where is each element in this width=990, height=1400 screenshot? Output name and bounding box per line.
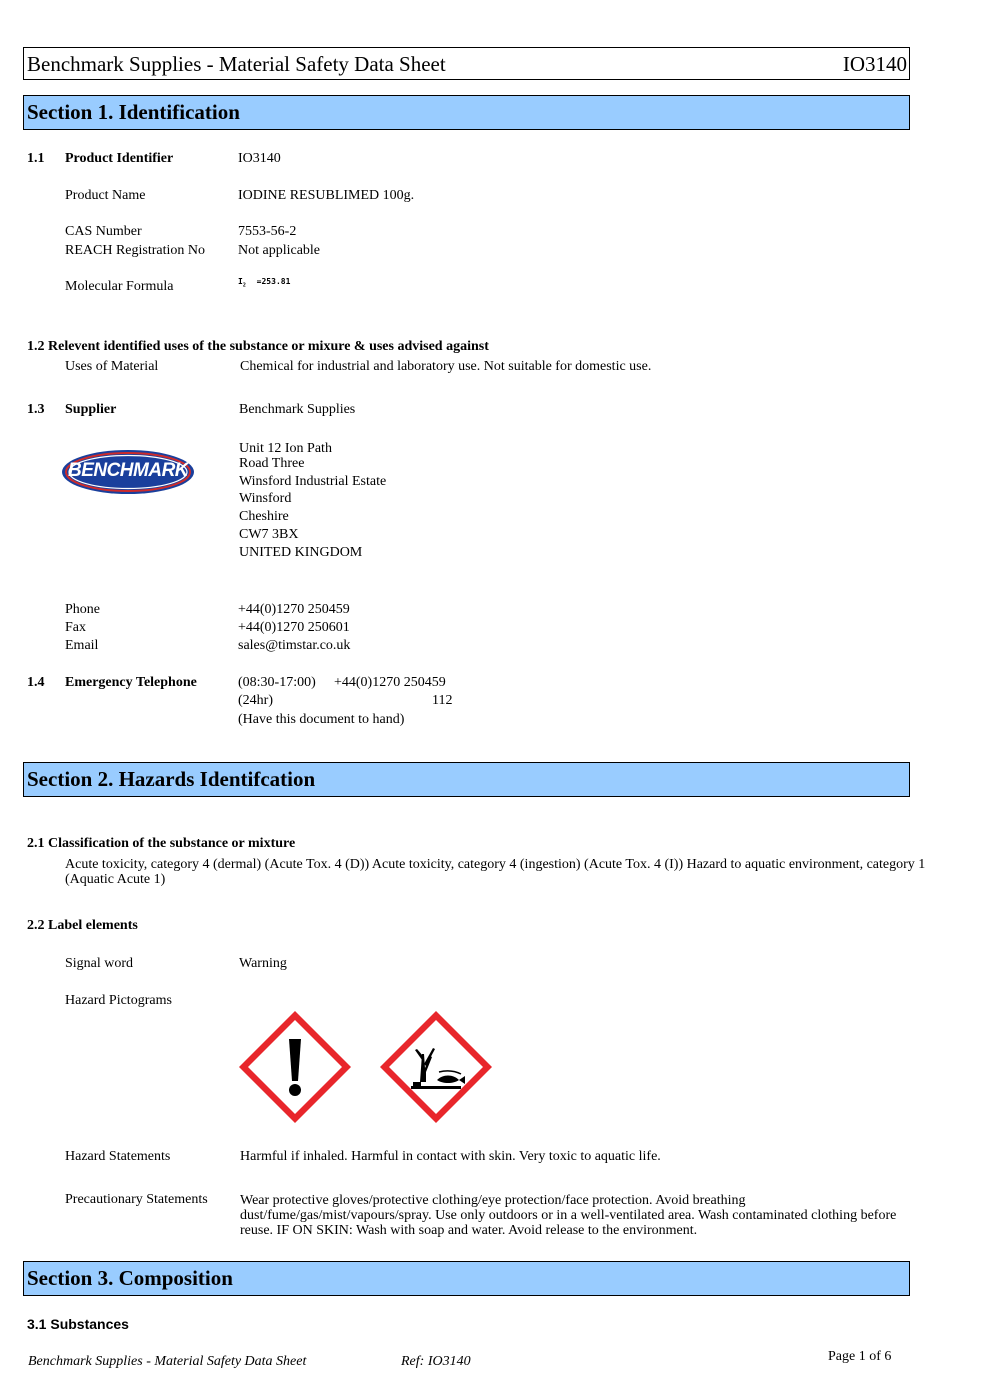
signal-word-label: Signal word — [65, 956, 134, 971]
fax-label: Fax — [65, 620, 86, 635]
precautionary-statements-label: Precautionary Statements — [65, 1192, 208, 1207]
section-2-header — [23, 762, 910, 797]
molecular-formula-label: Molecular Formula — [65, 279, 174, 294]
formula-weight: =253.81 — [256, 277, 291, 286]
address-line: CW7 3BX — [239, 526, 299, 542]
email-value[interactable]: sales@timstar.co.uk — [238, 638, 351, 653]
emergency-telephone-label: Emergency Telephone — [65, 675, 197, 690]
product-name-value: IODINE RESUBLIMED 100g. — [238, 188, 415, 203]
emergency-number: +44(0)1270 250459 — [334, 675, 446, 690]
emergency-number-112: 112 — [432, 693, 453, 708]
address-line: UNITED KINGDOM — [239, 544, 363, 560]
formula-symbol: I — [238, 277, 243, 286]
s31-heading: 3.1 Substances — [27, 1316, 129, 1332]
s14-number: 1.4 — [27, 675, 45, 690]
product-code: IO3140 — [842, 52, 907, 76]
address-line: Cheshire — [239, 509, 289, 525]
formula-subscript: 2 — [242, 282, 246, 289]
section-1-header — [23, 95, 910, 130]
email-label: Email — [65, 638, 99, 653]
product-name-label: Product Name — [65, 188, 146, 203]
hazard-statements-label: Hazard Statements — [65, 1149, 171, 1164]
uses-value: Chemical for industrial and laboratory use. Not suitable for domestic use. — [240, 359, 652, 374]
s12-heading: 1.2 Relevent identified uses of the substance or mixure & uses advised against — [27, 339, 489, 354]
supplier-name: Benchmark Supplies — [239, 402, 356, 417]
supplier-label: Supplier — [65, 402, 117, 417]
document-title: Benchmark Supplies - Material Safety Data Sheet — [27, 52, 446, 76]
product-identifier-label: Product Identifier — [65, 151, 174, 166]
precautionary-statements-value: Wear protective gloves/protective clothing/eye protection/face protection. Avoid breathing dust/fume/gas/mist/vapours/spray. Use only outdoors or in a well-ventilated area. Wash contaminated clothing before reuse. IF ON SKIN: Wash with soap and water. Avoid release to the environment. — [240, 1193, 897, 1238]
address-line: Road Three — [239, 455, 305, 471]
s13-number: 1.3 — [27, 402, 45, 417]
environment-icon — [377, 1008, 495, 1126]
fax-value: +44(0)1270 250601 — [238, 620, 350, 635]
signal-word-value: Warning — [239, 956, 287, 971]
emergency-hours-24: (24hr) — [238, 693, 273, 708]
address-line: Winsford Industrial Estate — [239, 473, 387, 489]
s22-heading: 2.2 Label elements — [27, 918, 138, 933]
address-line: Winsford — [239, 491, 292, 507]
s21-heading: 2.1 Classification of the substance or mixture — [27, 836, 296, 851]
supplier-address — [239, 440, 386, 562]
section-1-title: Section 1. Identification — [27, 100, 240, 124]
reach-value: Not applicable — [238, 243, 321, 258]
cas-number-label: CAS Number — [65, 224, 142, 239]
footer-ref: Ref: IO3140 — [401, 1354, 471, 1369]
classification-text: Acute toxicity, category 4 (dermal) (Acute Tox. 4 (D)) Acute toxicity, category 4 (ingestion) (Acute Tox. 4 (I)) Hazard to aquatic environment, category 1 (Aquatic Acute 1) — [65, 857, 926, 887]
cas-number-value: 7553-56-2 — [238, 224, 297, 239]
reach-label: REACH Registration No — [65, 243, 205, 258]
product-identifier-value: IO3140 — [238, 151, 281, 166]
exclamation-mark-icon — [236, 1008, 354, 1126]
footer-title: Benchmark Supplies - Material Safety Data Sheet — [28, 1354, 307, 1369]
page-number: Page 1 of 6 — [828, 1349, 892, 1364]
s11-number: 1.1 — [27, 151, 45, 166]
hazard-pictograms-label: Hazard Pictograms — [65, 993, 172, 1008]
hazard-statements-value: Harmful if inhaled. Harmful in contact with skin. Very toxic to aquatic life. — [240, 1149, 661, 1164]
phone-label: Phone — [65, 602, 100, 617]
emergency-hours: (08:30-17:00) — [238, 675, 316, 690]
section-2-title: Section 2. Hazards Identifcation — [27, 767, 316, 791]
document-header — [23, 47, 910, 80]
phone-value: +44(0)1270 250459 — [238, 602, 350, 617]
section-3-header — [23, 1261, 910, 1296]
emergency-note: (Have this document to hand) — [238, 712, 405, 727]
logo-text: BENCHMARK — [67, 460, 189, 481]
benchmark-logo — [61, 449, 195, 495]
uses-label: Uses of Material — [65, 359, 159, 374]
molecular-formula-value — [238, 277, 290, 289]
address-line: Unit 12 Ion Path — [239, 441, 332, 456]
section-3-title: Section 3. Composition — [27, 1266, 233, 1290]
